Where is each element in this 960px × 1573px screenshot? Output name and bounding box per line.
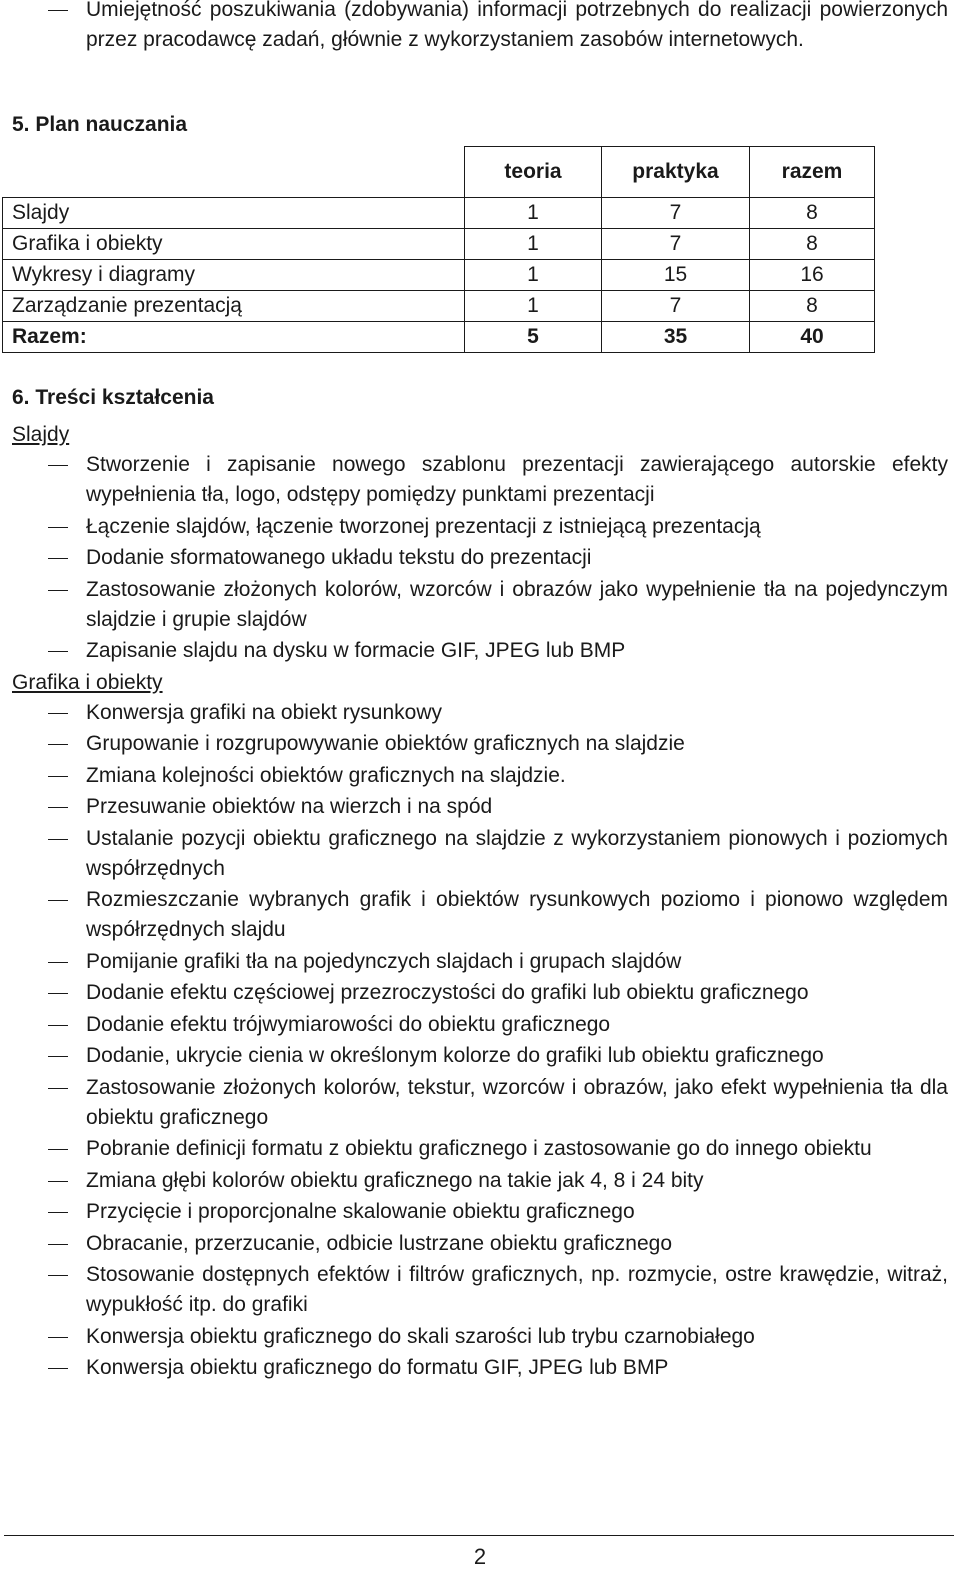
list-item: Stosowanie dostępnych efektów i filtrów graficznych, np. rozmycie, ostre krawędzie, witraż, wypukłość itp. do grafiki	[0, 1260, 960, 1320]
content-heading: 6. Treści kształcenia	[12, 386, 214, 409]
table-row	[3, 260, 875, 291]
plan-row-label: Wykresy i diagramy	[3, 260, 465, 291]
list-item: Konwersja obiektu graficznego do formatu GIF, JPEG lub BMP	[0, 1353, 960, 1383]
list-item: Dodanie sformatowanego układu tekstu do prezentacji	[0, 543, 960, 573]
plan-row-practice: 15	[602, 260, 750, 291]
list-item: Pomijanie grafiki tła na pojedynczych slajdach i grupach slajdów	[0, 947, 960, 977]
plan-table-header-blank	[3, 147, 465, 198]
table-row	[3, 198, 875, 229]
plan-row-total: 8	[750, 198, 875, 229]
list-item: Konwersja grafiki na obiekt rysunkowy	[0, 698, 960, 728]
table-row	[3, 291, 875, 322]
plan-total-sum: 40	[750, 322, 875, 353]
list-item: Grupowanie i rozgrupowywanie obiektów graficznych na slajdzie	[0, 729, 960, 759]
plan-heading: 5. Plan nauczania	[12, 113, 188, 136]
list-item: Przesuwanie obiektów na wierzch i na spód	[0, 792, 960, 822]
plan-row-theory: 1	[465, 291, 602, 322]
list-item: Stworzenie i zapisanie nowego szablonu prezentacji zawierającego autorskie efekty wypełnienia tła, logo, odstępy pomiędzy punktami prezentacji	[0, 450, 960, 510]
section-item-list	[0, 698, 960, 1384]
list-item: Pobranie definicji formatu z obiektu graficznego i zastosowanie go do innego obiektu	[0, 1134, 960, 1164]
plan-total-theory: 5	[465, 322, 602, 353]
list-item: Ustalanie pozycji obiektu graficznego na slajdzie z wykorzystaniem pionowych i poziomych współrzędnych	[0, 824, 960, 884]
list-item: Zastosowanie złożonych kolorów, wzorców i obrazów jako wypełnienie tła na pojedynczym slajdzie i grupie slajdów	[0, 575, 960, 635]
plan-table	[2, 146, 875, 353]
plan-table-header-total: razem	[750, 147, 875, 198]
plan-row-label: Slajdy	[3, 198, 465, 229]
plan-row-label: Zarządzanie prezentacją	[3, 291, 465, 322]
list-item: Rozmieszczanie wybranych grafik i obiektów rysunkowych poziomo i pionowo względem współrzędnych slajdu	[0, 885, 960, 945]
plan-total-label: Razem:	[3, 322, 465, 353]
plan-row-practice: 7	[602, 291, 750, 322]
plan-row-total: 16	[750, 260, 875, 291]
list-item: Umiejętność poszukiwania (zdobywania) informacji potrzebnych do realizacji powierzonych przez pracodawcę zadań, głównie z wykorzystaniem zasobów internetowych.	[0, 0, 960, 55]
plan-table-header-row	[3, 147, 875, 198]
list-item: Zastosowanie złożonych kolorów, tekstur, wzorców i obrazów, jako efekt wypełnienia tła dla obiektu graficznego	[0, 1073, 960, 1133]
section-item-list	[0, 450, 960, 666]
page-number: 2	[473, 1544, 487, 1569]
plan-table-header-practice: praktyka	[602, 147, 750, 198]
list-item: Zmiana głębi kolorów obiektu graficznego na takie jak 4, 8 i 24 bity	[0, 1166, 960, 1196]
plan-row-total: 8	[750, 229, 875, 260]
list-item: Łączenie slajdów, łączenie tworzonej prezentacji z istniejącą prezentacją	[0, 512, 960, 542]
plan-row-theory: 1	[465, 229, 602, 260]
plan-row-theory: 1	[465, 198, 602, 229]
plan-row-theory: 1	[465, 260, 602, 291]
section-subheading: Slajdy	[12, 423, 70, 446]
plan-row-practice: 7	[602, 198, 750, 229]
list-item: Zapisanie slajdu na dysku w formacie GIF, JPEG lub BMP	[0, 636, 960, 666]
plan-row-practice: 7	[602, 229, 750, 260]
plan-total-practice: 35	[602, 322, 750, 353]
plan-row-total: 8	[750, 291, 875, 322]
footer-divider	[4, 1535, 954, 1536]
plan-table-total-row	[3, 322, 875, 353]
list-item: Zmiana kolejności obiektów graficznych na slajdzie.	[0, 761, 960, 791]
list-item: Obracanie, przerzucanie, odbicie lustrzane obiektu graficznego	[0, 1229, 960, 1259]
content-sections	[0, 420, 960, 1385]
list-item: Konwersja obiektu graficznego do skali szarości lub trybu czarnobiałego	[0, 1322, 960, 1352]
intro-list	[0, 0, 960, 57]
list-item: Przycięcie i proporcjonalne skalowanie obiektu graficznego	[0, 1197, 960, 1227]
list-item: Dodanie, ukrycie cienia w określonym kolorze do grafiki lub obiektu graficznego	[0, 1041, 960, 1071]
plan-table-header-theory: teoria	[465, 147, 602, 198]
list-item: Dodanie efektu częściowej przezroczystości do grafiki lub obiektu graficznego	[0, 978, 960, 1008]
section-subheading: Grafika i obiekty	[12, 670, 163, 694]
table-row	[3, 229, 875, 260]
plan-table-body	[3, 198, 875, 322]
list-item: Dodanie efektu trójwymiarowości do obiektu graficznego	[0, 1010, 960, 1040]
plan-row-label: Grafika i obiekty	[3, 229, 465, 260]
